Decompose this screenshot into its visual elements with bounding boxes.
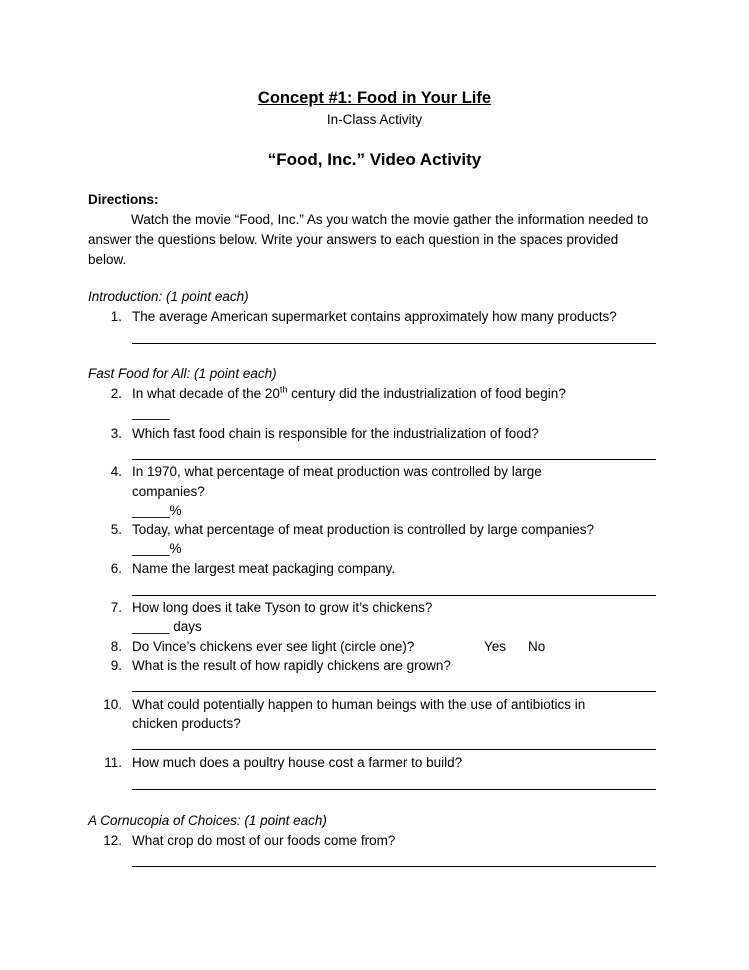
answer-line-3[interactable]	[132, 459, 656, 460]
answer-blank-2[interactable]: _____	[132, 405, 170, 420]
question-6-text: Name the largest meat packaging company.	[132, 561, 396, 576]
question-9-text: What is the result of how rapidly chickens are grown?	[132, 658, 451, 673]
question-number: 6.	[110, 561, 122, 576]
question-7-text: How long does it take Tyson to grow it’s chickens?	[132, 600, 433, 615]
question-number: 1.	[110, 309, 122, 324]
question-number: 2.	[110, 386, 122, 401]
question-2-text	[132, 386, 566, 401]
section-fast-food: Fast Food for All: (1 point each)	[88, 366, 277, 381]
question-number: 10.	[103, 697, 122, 712]
activity-title: “Food, Inc.” Video Activity	[267, 150, 482, 169]
answer-blank-7[interactable]: _____ days	[132, 619, 202, 634]
question-5-text: Today, what percentage of meat production is controlled by large companies?	[132, 522, 595, 537]
question-2-sup: th	[279, 384, 288, 395]
question-number: 4.	[110, 464, 122, 479]
question-number: 11.	[104, 755, 122, 770]
answer-blank-4[interactable]: _____%	[132, 503, 182, 518]
page-title: Concept #1: Food in Your Life	[257, 89, 492, 107]
question-10-line1: What could potentially happen to human beings with the use of antibiotics in	[132, 697, 586, 712]
question-number: 3.	[110, 426, 122, 441]
question-number: 5.	[110, 522, 122, 537]
answer-line-12[interactable]	[132, 866, 656, 867]
section-introduction: Introduction: (1 point each)	[88, 289, 249, 304]
question-4-line1: In 1970, what percentage of meat production was controlled by large	[132, 464, 542, 479]
question-3-text: Which fast food chain is responsible for the industrialization of food?	[132, 426, 539, 441]
question-number: 7.	[110, 600, 122, 615]
question-2-pre: In what decade of the 20	[132, 386, 280, 401]
question-8-text: Do Vince’s chickens ever see light (circle one)?	[132, 639, 415, 654]
answer-line-6[interactable]	[132, 595, 656, 596]
section-cornucopia: A Cornucopia of Choices: (1 point each)	[88, 813, 327, 828]
answer-line-11[interactable]	[132, 789, 656, 790]
answer-blank-5[interactable]: _____%	[132, 541, 182, 556]
option-yes[interactable]: Yes	[484, 639, 507, 654]
question-4-line2: companies?	[132, 484, 205, 499]
directions-body: Watch the movie “Food, Inc.” As you watch the movie gather the information needed to answer the questions below. Write your answers to each question in the spaces provided below.	[88, 212, 649, 267]
answer-line-9[interactable]	[132, 691, 656, 692]
answer-line-1[interactable]	[132, 343, 656, 344]
option-no[interactable]: No	[528, 639, 546, 654]
question-2-post: century did the industrialization of food begin?	[287, 386, 566, 401]
directions-heading: Directions:	[88, 192, 159, 207]
question-number: 8.	[110, 639, 122, 654]
question-number: 12.	[103, 833, 122, 848]
question-12-text: What crop do most of our foods come from?	[132, 833, 396, 848]
question-number: 9.	[110, 658, 122, 673]
question-1-text: The average American supermarket contains approximately how many products?	[132, 309, 617, 324]
question-10-line2: chicken products?	[132, 716, 241, 731]
directions-text	[88, 210, 658, 270]
question-11-text: How much does a poultry house cost a farmer to build?	[132, 755, 463, 770]
page-subtitle: In-Class Activity	[326, 112, 423, 127]
answer-line-10[interactable]	[132, 749, 656, 750]
